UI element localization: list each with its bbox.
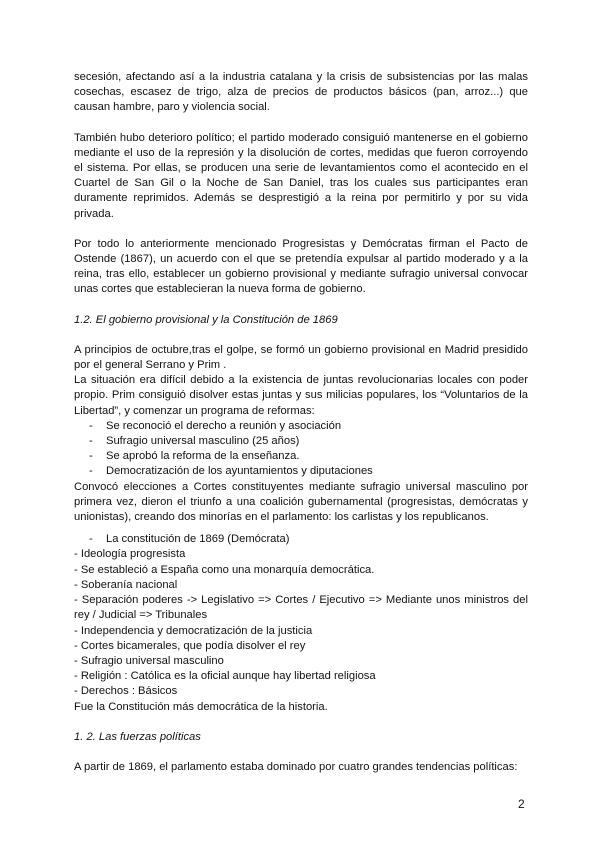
paragraph-parliament: A partir de 1869, el parlamento estaba dominado por cuatro grandes tendencias políticas:	[74, 760, 518, 773]
list-item: - Se reconoció el derecho a reunión y asociación	[74, 419, 528, 434]
list-item: - Sufragio universal masculino (25 años)	[74, 434, 528, 449]
constitution-title-list	[74, 532, 528, 547]
paragraph-political-decline: También hubo deterioro político; el partido moderado consiguió mantenerse en el gobierno mediante el uso de la represión y la disolución de cortes, medidas que fueron corroyendo el sistema. Por ellas, se producen una serie de levantamientos como el acontecido en el Cuartel de San Gil o la Noche de San Daniel, tras los cuales sus participantes eran duramente reprimidos. Además se desprestigió a la reina por permitirlo y por su vida privada.	[74, 131, 528, 220]
list-item: - Sufragio universal masculino	[74, 654, 224, 667]
list-item: - Separación poderes -> Legislativo => Cortes / Ejecutivo => Mediante unos ministros del rey / Judicial => Tribunales	[74, 594, 528, 622]
paragraph-crisis: secesión, afectando así a la industria catalana y la crisis de subsistencias por las malas cosechas, escasez de trigo, alza de precios de productos básicos (pan, arroz...) que causan hambre, paro y violencia social.	[74, 71, 528, 114]
constitution-conclusion: Fue la Constitución más democrática de la historia.	[74, 700, 328, 713]
list-item: - Derechos : Básicos	[74, 685, 178, 698]
paragraph-provisional-government: A principios de octubre,tras el golpe, se formó un gobierno provisional en Madrid presidido por el general Serrano y Prim .	[74, 343, 528, 372]
section-heading-political-forces: 1. 2. Las fuerzas políticas	[74, 730, 201, 743]
paragraph-elections: Convocó elecciones a Cortes constituyentes mediante sufragio universal masculino por primera vez, dieron el triunfo a una coalición gubernamental (progresistas, demócratas y unionistas), creando dos minorías en el parlamento: los carlistas y los republicanos.	[74, 480, 528, 524]
paragraph-ostende-pact: Por todo lo anteriormente mencionado Progresistas y Demócratas firman el Pacto de Ostende (1867), un acuerdo con el que se pretendía expulsar al partido moderado y a la reina, tras ello, establecer un gobierno provisional y mediante sufragio universal convocar unas cortes que establecieran la nueva forma de gobierno.	[74, 237, 528, 296]
page-content	[74, 70, 528, 775]
list-item: - Independencia y democratización de la justicia	[74, 624, 313, 637]
constitution-title: - La constitución de 1869 (Demócrata)	[74, 532, 528, 547]
list-item: - Se aprobó la reforma de la enseñanza.	[74, 449, 528, 464]
list-item: - Soberanía nacional	[74, 578, 178, 591]
page-number: 2	[518, 797, 525, 811]
section-heading-provisional-government: 1.2. El gobierno provisional y la Constitución de 1869	[74, 313, 338, 326]
list-item: - Religión : Católica es la oficial aunque hay libertad religiosa	[74, 670, 376, 683]
constitution-features	[74, 547, 528, 714]
reforms-list	[74, 419, 528, 480]
list-item: - Democratización de los ayuntamientos y diputaciones	[74, 464, 528, 479]
list-item: - Se estableció a España como una monarquía democrática.	[74, 563, 375, 576]
list-item: - Cortes bicamerales, que podía disolver el rey	[74, 639, 306, 652]
paragraph-situation: La situación era difícil debido a la existencia de juntas revolucionarias locales con poder propio. Prim consiguió disolver estas juntas y sus milicias populares, los “Voluntarios de la Libertad”, y comenzar un programa de reformas:	[74, 374, 528, 417]
list-item: - Ideología progresista	[74, 548, 186, 561]
